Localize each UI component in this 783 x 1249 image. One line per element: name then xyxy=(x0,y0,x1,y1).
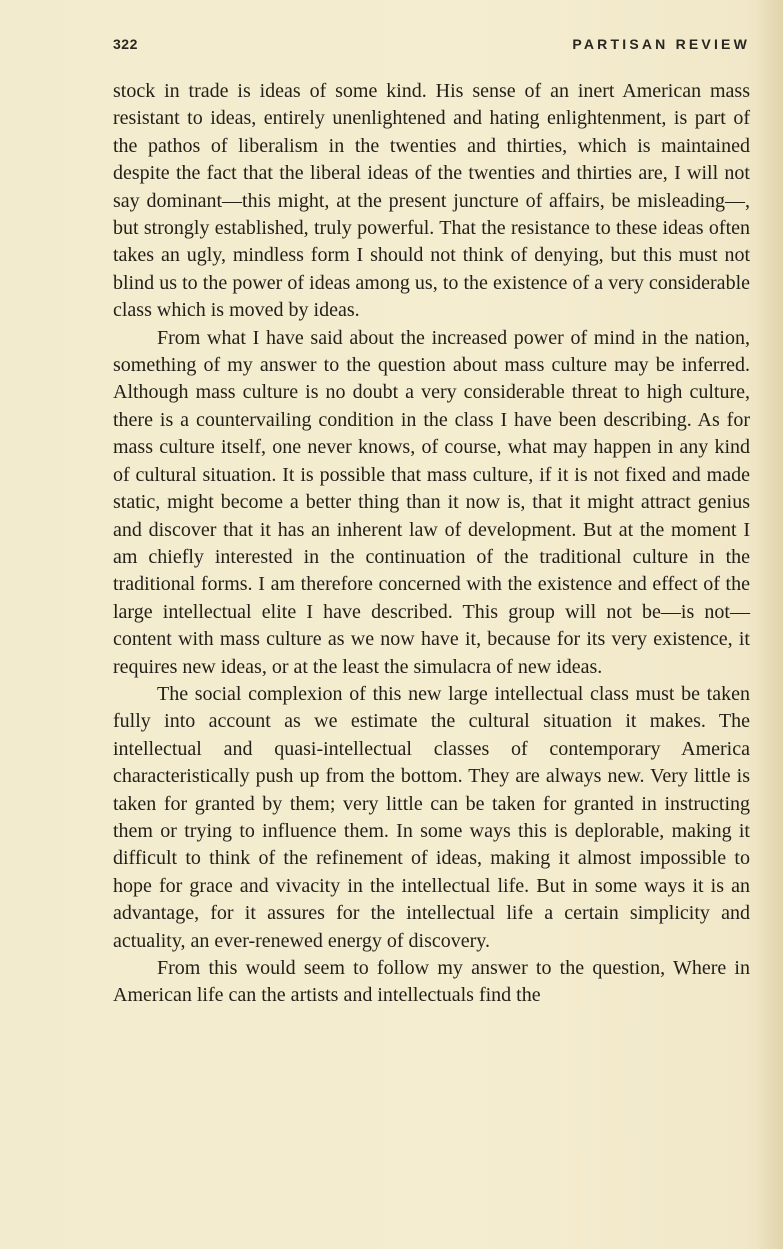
article-body xyxy=(113,78,750,1010)
paragraph-continued: stock in trade is ideas of some kind. His sense of an inert American mass resistant to ideas, entirely unenlightened and hating enlightenment, is part of the pathos of liberalism in the twenties and thirties, which is maintained despite the fact that the liberal ideas of the twenties and thirties are, I will not say dominant—this might, at the present juncture of affairs, be misleading—, but strongly established, truly powerful. That the resistance to these ideas often takes an ugly, mindless form I should not think of denying, but this must not blind us to the power of ideas among us, to the existence of a very considerable class which is moved by ideas. xyxy=(113,80,750,322)
paragraph-question: From this would seem to follow my answer to the question, Where in American life can the artists and intellectuals find the xyxy=(113,957,750,1007)
page-number: 322 xyxy=(113,36,138,52)
page-edge-shading xyxy=(757,0,783,1249)
journal-title: PARTISAN REVIEW xyxy=(572,36,750,52)
paragraph-social-complexion: The social complexion of this new large intellectual class must be taken fully into account as we estimate the cultural situation it makes. The intellectual and quasi-intellectual classes of contemporary America characteristically push up from the bottom. They are always new. Very little is taken for granted by them; very little can be taken for granted in instructing them or trying to influence them. In some ways this is deplorable, making it difficult to think of the refinement of ideas, making it almost impossible to hope for grace and vivacity in the intellectual life. But in some ways it is an advantage, for it assures for the intellectual life a certain simplicity and actuality, an ever-renewed energy of discovery. xyxy=(113,682,750,952)
paragraph-mass-culture: From what I have said about the increased power of mind in the nation, something of my answer to the question about mass culture may be inferred. Although mass culture is no doubt a very considerable threat to high culture, there is a countervailing condition in the class I have been describing. As for mass culture itself, one never knows, of course, what may happen in any kind of cultural situation. It is possible that mass culture, if it is not fixed and made static, might become a better thing than it now is, that it might attract genius and discover that it has an inherent law of development. But at the moment I am chiefly interested in the continuation of the traditional culture in the traditional forms. I am therefore concerned with the existence and effect of the large intellectual elite I have described. This group will not be—is not—content with mass culture as we now have it, because for its very existence, it requires new ideas, or at the least the simulacra of new ideas. xyxy=(113,326,750,678)
running-head xyxy=(113,36,750,56)
